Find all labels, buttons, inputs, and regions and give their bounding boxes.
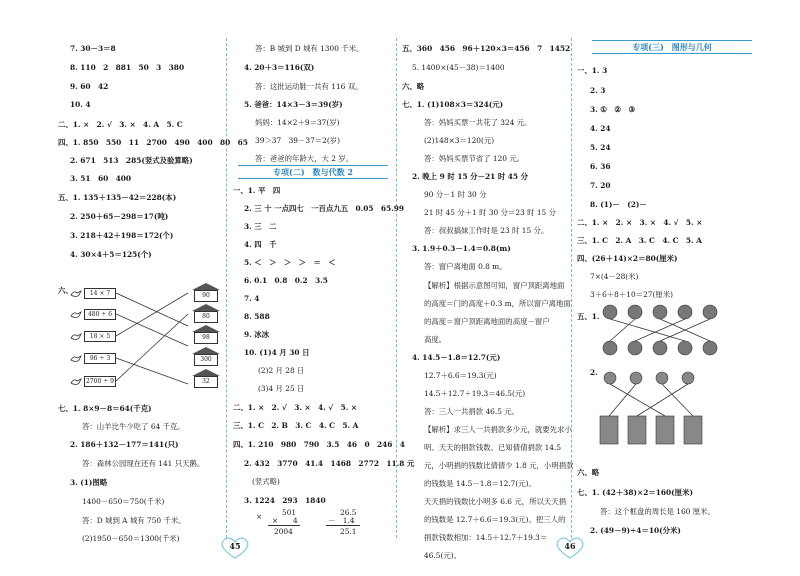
analysis-line: 元，小明捐的钱数比倩倩少 1.8 元，小明捐款 bbox=[424, 461, 574, 470]
answer-line: 答：D 城到 A 城有 750 千米。 bbox=[82, 516, 186, 525]
analysis-line: 天天捐的钱数比小明多 6.6 元，所以天天捐 bbox=[424, 497, 567, 506]
house-icon bbox=[192, 325, 220, 345]
answer-line: (2)2 月 28 日 bbox=[258, 366, 305, 375]
mult-result: 2004 bbox=[274, 527, 293, 536]
answer-line: 五、360 456 96＋120×3＝456 7 1452 bbox=[402, 44, 571, 53]
analysis-line: 【解析】根据示意图可知，窗户顶距离地面 bbox=[424, 281, 565, 290]
answer-line: 3. (1)图略 bbox=[70, 478, 108, 487]
answer-line: (3)4 月 25 日 bbox=[258, 384, 305, 393]
answer-line: 五、1. 135＋135－42＝228(本) bbox=[58, 193, 177, 202]
answer-line: 3. 1224 293 1840 bbox=[244, 496, 326, 505]
answer-line: 四、1. 210 980 790 3.5 46 0 246 4 bbox=[233, 440, 405, 449]
answer-line: 答：这个框盘的周长是 160 厘米。 bbox=[600, 507, 715, 516]
answer-line: 7×(4－28(米) bbox=[590, 272, 639, 281]
sub-rule bbox=[326, 525, 360, 526]
answer-line: 7. 30－3＝8 bbox=[70, 44, 116, 53]
answer-line: 3. 1.9＋0.3－1.4＝0.8(m) bbox=[412, 244, 511, 253]
analysis-line: 捐款钱数相加：14.5＋12.7＋19.3＝ bbox=[424, 533, 548, 542]
answer-line: 妈妈：14×2＋9＝37(岁) bbox=[255, 118, 340, 127]
analysis-line: 的钱数是 12.7＋6.6＝19.3(元)。把三人的 bbox=[424, 515, 566, 524]
answer-line: 4. 24 bbox=[590, 124, 611, 133]
answer-line: 12.7＋6.6＝19.3(元) bbox=[424, 371, 497, 380]
house-value: 98 bbox=[194, 332, 218, 344]
answer-line: 答：妈妈买票一共花了 324 元。 bbox=[424, 118, 532, 127]
sub-result: 25.1 bbox=[340, 527, 357, 536]
answer-line: 1400－650＝750(千米) bbox=[82, 497, 165, 506]
answer-line: 4. 30×4＋5＝125(个) bbox=[70, 250, 152, 259]
answer-line: 6. 36 bbox=[590, 162, 611, 171]
answer-line: 39＞37 39－37＝2(岁) bbox=[255, 136, 341, 145]
answer-line: 9. 60 42 bbox=[70, 82, 109, 91]
bird-icon bbox=[70, 377, 82, 387]
answer-line: 3. 51 60 400 bbox=[70, 174, 132, 183]
expression-card: 480 ÷ 6 bbox=[84, 309, 116, 320]
answer-line: 2. 3 bbox=[590, 86, 606, 95]
house-icon bbox=[192, 369, 220, 389]
animal-matching-figure bbox=[590, 302, 750, 358]
expression-card: 2700 ÷ 9 bbox=[84, 376, 116, 387]
answer-line: 答：窗户离地面 0.8 m。 bbox=[424, 262, 507, 271]
answer-line: 8. 110 2 881 50 3 380 bbox=[70, 63, 185, 72]
answer-line: 7. 4 bbox=[244, 294, 260, 303]
expression-card: 14 × 7 bbox=[84, 288, 116, 299]
expression-card: 96 ÷ 3 bbox=[84, 353, 116, 364]
answer-line: 2. 671 513 285(竖式及验算略) bbox=[70, 156, 193, 165]
answer-line: 3. 218＋42＋198＝172(个) bbox=[70, 231, 174, 240]
answer-line: 六、略 bbox=[577, 468, 600, 477]
analysis-line: 的钱数是 14.5－1.8＝12.7(元)。 bbox=[424, 479, 536, 488]
answer-line: 4. 14.5－1.8＝12.7(元) bbox=[412, 353, 501, 362]
answer-line: 一、1. 平 四 bbox=[233, 186, 281, 195]
house-value: 90 bbox=[194, 290, 218, 302]
answer-line: 5. 1400×(45－38)＝1400 bbox=[412, 63, 505, 72]
answer-line: 90 分－1 时 30 分 bbox=[424, 190, 487, 199]
answer-line: 2. 250＋65－298＝17(吨) bbox=[70, 212, 169, 221]
page-number: 45 bbox=[229, 541, 241, 551]
answer-line: (竖式略) bbox=[252, 477, 280, 486]
answer-line: 2. 432 3770 41.4 1468 2772 11.8 元 bbox=[244, 459, 415, 468]
house-value: 80 bbox=[194, 311, 218, 323]
answer-line: 七、1. (42＋38)×2＝160(厘米) bbox=[577, 488, 693, 497]
analysis-line: 的高度＝门的高度＋0.3 m，所以窗户离地面 bbox=[424, 299, 571, 308]
answer-line: 8. (1)－ (2)－ bbox=[590, 200, 647, 209]
analysis-line: 的高度＝窗户顶距离地面的高度－窗户 bbox=[424, 317, 550, 326]
page-number: 46 bbox=[564, 541, 576, 551]
analysis-line: 高度。 bbox=[424, 335, 447, 344]
answer-line: 8. 588 bbox=[244, 312, 270, 321]
answer-line: 3. 三 二 bbox=[244, 222, 277, 231]
house-icon bbox=[192, 283, 220, 303]
house-icon bbox=[192, 304, 220, 324]
analysis-line: 明、天天的捐款钱数。已知倩倩捐款 14.5 bbox=[424, 443, 562, 452]
column-divider-1 bbox=[226, 38, 227, 538]
answer-line: 2. (49－9)÷4＝10(分米) bbox=[590, 526, 681, 535]
answer-line: 5. 爸爸：14×3－3＝39(岁) bbox=[244, 100, 343, 109]
house-value: 32 bbox=[194, 376, 218, 388]
answer-line: 10. (1)4 月 30 日 bbox=[244, 348, 310, 357]
answer-line: 7. 20 bbox=[590, 181, 611, 190]
answer-line: 4. 20＋3＝116(双) bbox=[244, 63, 315, 72]
answer-line: 答：叔叔搞妹工作时是 23 时 15 分。 bbox=[424, 226, 549, 235]
answer-line: 二、1. × 2. × 3. × 4. √ 5. × bbox=[577, 218, 703, 227]
analysis-line: 【解析】求三人一共捐款多少元，就要先求小 bbox=[424, 425, 572, 434]
answer-line: (2)148×3＝120(元) bbox=[424, 136, 495, 145]
answer-line: 三、1. C 2. B 3. C 4. C 5. A bbox=[233, 421, 359, 430]
expression-card: 18 × 5 bbox=[84, 331, 116, 342]
answer-line: 14.5＋12.7＋19.3＝46.5(元) bbox=[424, 389, 526, 398]
answer-line: 答：这批运动鞋一共有 116 双。 bbox=[255, 82, 363, 91]
answer-line: 2. 晚上 9 时 15 分－21 时 45 分 bbox=[412, 172, 529, 181]
bird-icon bbox=[70, 310, 82, 320]
house-icon bbox=[192, 347, 220, 367]
answer-line: 四、(26＋14)×2＝80(厘米) bbox=[577, 254, 678, 263]
sub-operand: － 1.4 bbox=[328, 516, 355, 525]
answer-line: 5. 24 bbox=[590, 143, 611, 152]
mult-operand: × 4 bbox=[272, 516, 298, 525]
sub-top: 26.5 bbox=[340, 508, 357, 517]
answer-line: 二、1. × 2. √ 3. × 4. A 5. C bbox=[58, 120, 183, 129]
figure-matching-figure bbox=[592, 368, 742, 448]
answer-line: 答：森林公园现在还有 141 只天鹅。 bbox=[82, 459, 205, 468]
answer-line: 答：山羊比牛少吃了 64 千克。 bbox=[82, 422, 185, 431]
bird-icon bbox=[70, 332, 82, 342]
answer-line: 5. ＜ ＞ ＞ ＞ ＝ ＜ bbox=[244, 258, 336, 267]
answer-line: 七、1. (1)108×3＝324(元) bbox=[402, 100, 504, 109]
answer-line: 10. 4 bbox=[70, 100, 91, 109]
answer-line: 3＋6＋8＋10＝27(厘米) bbox=[590, 290, 674, 299]
bird-icon bbox=[70, 354, 82, 364]
answer-line: 2. 三 十 一点四七 一百点九五 0.05 65.99 bbox=[244, 204, 405, 213]
answer-line: 五、1. bbox=[577, 312, 600, 321]
answer-line: (2)1950－650＝1300(千米) bbox=[82, 534, 180, 543]
house-value: 300 bbox=[194, 354, 218, 366]
answer-line: 4. 四 千 bbox=[244, 240, 277, 249]
answer-line: 六、略 bbox=[402, 82, 425, 91]
answer-line: 三、1. C 2. A 3. C 4. C 5. A bbox=[577, 236, 702, 245]
answer-line: 二、1. × 2. √ 3. × 4. √ 5. × bbox=[233, 403, 358, 412]
answer-line: 2. bbox=[590, 368, 598, 377]
answer-line: 答：三人一共捐款 46.5 元。 bbox=[424, 407, 520, 416]
answer-line: 七、1. 8×9－8＝64(千克) bbox=[58, 404, 152, 413]
answer-line: 3. ① ② ③ bbox=[590, 105, 635, 114]
section-header: 专项(三) 图形与几何 bbox=[592, 40, 752, 54]
answer-line: 答：爸爸的年龄大，大 2 岁。 bbox=[255, 154, 354, 163]
answer-line: 2. 186＋132－177＝141(只) bbox=[70, 440, 179, 449]
answer-line: 6. 0.1 0.8 0.2 3.5 bbox=[244, 276, 328, 285]
bird-icon bbox=[70, 289, 82, 299]
analysis-line: 46.5(元)。 bbox=[424, 551, 462, 560]
answer-line: 21 时 45 分＋1 时 30 分＝23 时 15 分 bbox=[424, 208, 556, 217]
answer-line: 答：妈妈买票节省了 120 元。 bbox=[424, 154, 525, 163]
mult-top: 501 bbox=[282, 508, 297, 517]
mult-rule bbox=[268, 525, 300, 526]
answer-line: 四、1. 850 550 11 2700 490 400 80 65 bbox=[58, 138, 248, 147]
answer-line: 答：B 城到 D 城有 1300 千米。 bbox=[255, 44, 364, 53]
answer-line: 一、1. 3 bbox=[577, 66, 608, 75]
answer-line: 9. 冰冰 bbox=[244, 330, 270, 339]
section-header: 专项(二) 数与代数 2 bbox=[238, 165, 388, 179]
mult-sign: × bbox=[256, 512, 263, 521]
answer-line: 六、 bbox=[58, 286, 73, 295]
